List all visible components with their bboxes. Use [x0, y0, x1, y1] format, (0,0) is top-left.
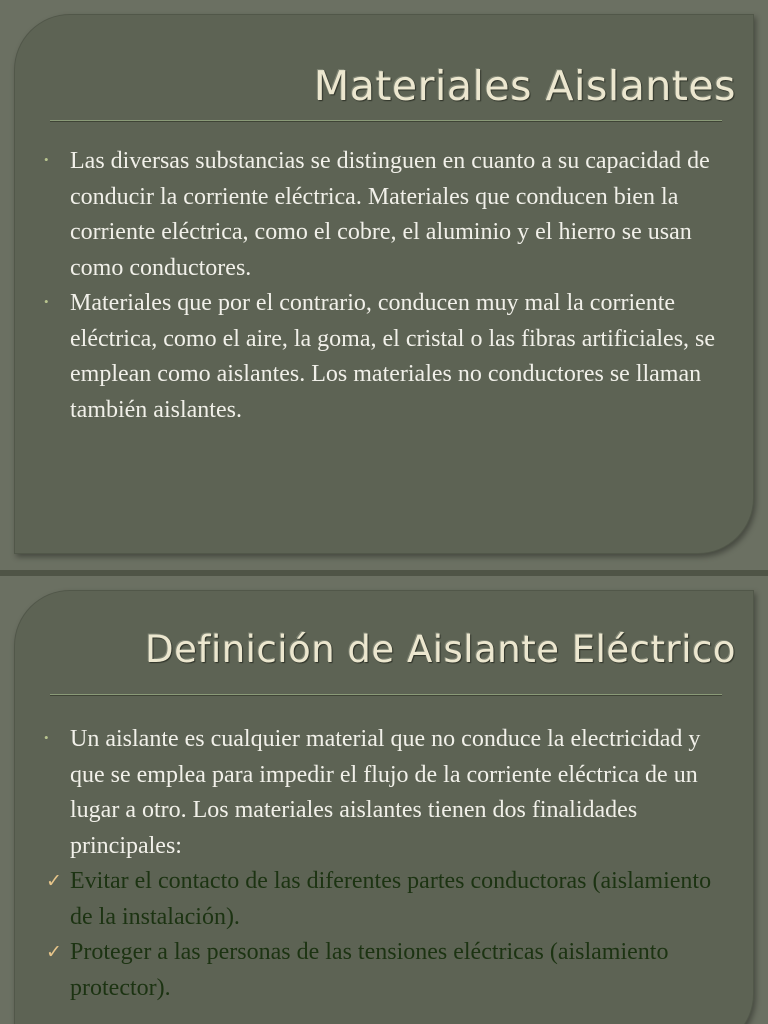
checkmark-icon: ✓ — [46, 941, 62, 963]
slide-body — [40, 144, 730, 428]
check-text: Proteger a las personas de las tensiones eléctricas (aislamiento protector). — [70, 939, 669, 1001]
bullet-icon: • — [44, 152, 49, 167]
bullet-item — [40, 286, 730, 428]
bullet-item — [40, 722, 730, 864]
slide-title: Definición de Aislante Eléctrico — [145, 628, 736, 671]
slide-body — [40, 722, 730, 1006]
bullet-icon: • — [44, 730, 49, 745]
bullet-item — [40, 144, 730, 286]
check-item — [40, 935, 730, 1006]
bullet-icon: • — [44, 294, 49, 309]
title-divider — [50, 120, 722, 122]
checkmark-icon: ✓ — [46, 870, 62, 892]
bullet-text: Un aislante es cualquier material que no conduce la electricidad y que se emplea para impedir el flujo de la corriente eléctrica de un lugar a otro. Los materiales aislantes tienen dos finalidades principales: — [70, 726, 701, 859]
slide-title: Materiales Aislantes — [313, 62, 736, 110]
title-divider — [50, 694, 722, 696]
check-item — [40, 864, 730, 935]
bullet-text: Materiales que por el contrario, conducen muy mal la corriente eléctrica, como el aire, la goma, el cristal o las fibras artificiales, se emplean como aislantes. Los materiales no conductores se llaman también aislantes. — [70, 290, 716, 423]
bullet-text: Las diversas substancias se distinguen en cuanto a su capacidad de conducir la corriente eléctrica. Materiales que conducen bien la corriente eléctrica, como el cobre, el aluminio y el hierro se usan como conductores. — [70, 148, 710, 281]
check-text: Evitar el contacto de las diferentes partes conductoras (aislamiento de la instalación). — [70, 868, 712, 930]
slide-definicion-aislante — [0, 576, 768, 1024]
